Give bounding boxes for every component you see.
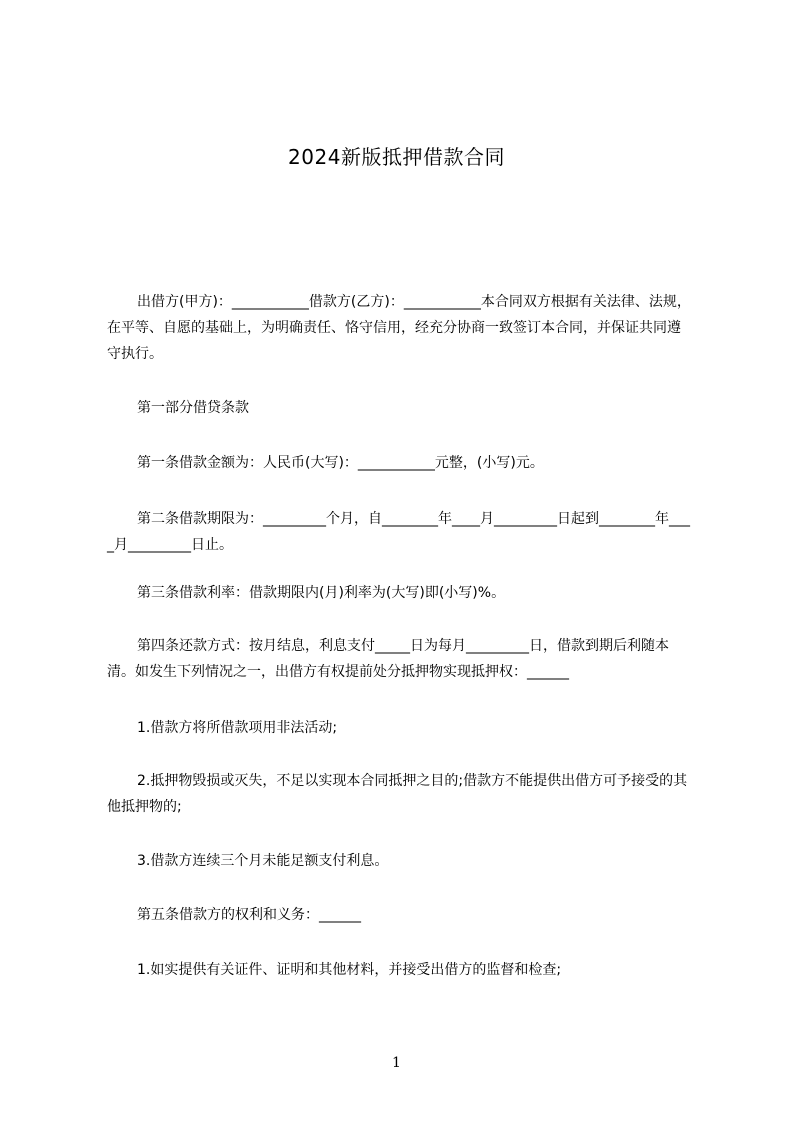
list-item-collateral-loss: 2.抵押物毁损或灭失，不足以实现本合同抵押之目的;借款方不能提供出借方可予接受的其他抵押物的; [107,773,688,815]
paragraph-article-one: 第一条借款金额为：人民币(大写)：___________元整，(小写)元。 [137,455,544,471]
paragraph-article-five: 第五条借款方的权利和义务：______ [137,907,361,923]
page-number: 1 [392,1055,401,1071]
document-title: 2024新版抵押借款合同 [288,145,505,169]
paragraph-part-one-heading: 第一部分借贷条款 [137,400,249,416]
paragraph-article-three: 第三条借款利率：借款期限内(月)利率为(大写)即(小写)%。 [137,585,506,601]
paragraph-article-two: 第二条借款期限为：_________个月，自________年____月_________日起到________年____月_________日止。 [107,511,690,553]
list-item-illegal-use: 1.借款方将所借款项用非法活动; [137,720,338,736]
paragraph-article-four: 第四条还款方式：按月结息，利息支付_____日为每月_________日，借款到期后利随本清。如发生下列情况之一，出借方有权提前处分抵押物实现抵押权：______ [107,638,669,680]
paragraph-parties: 出借方(甲方)：___________借款方(乙方)：___________本合同双方根据有关法律、法规，在平等、自愿的基础上，为明确责任、恪守信用，经充分协商一致签订本合同，并保证共同遵守执行。 [107,294,691,362]
list-item-provide-documents: 1.如实提供有关证件、证明和其他材料，并接受出借方的监督和检查; [137,962,562,978]
list-item-unpaid-interest: 3.借款方连续三个月未能足额支付利息。 [137,853,389,869]
